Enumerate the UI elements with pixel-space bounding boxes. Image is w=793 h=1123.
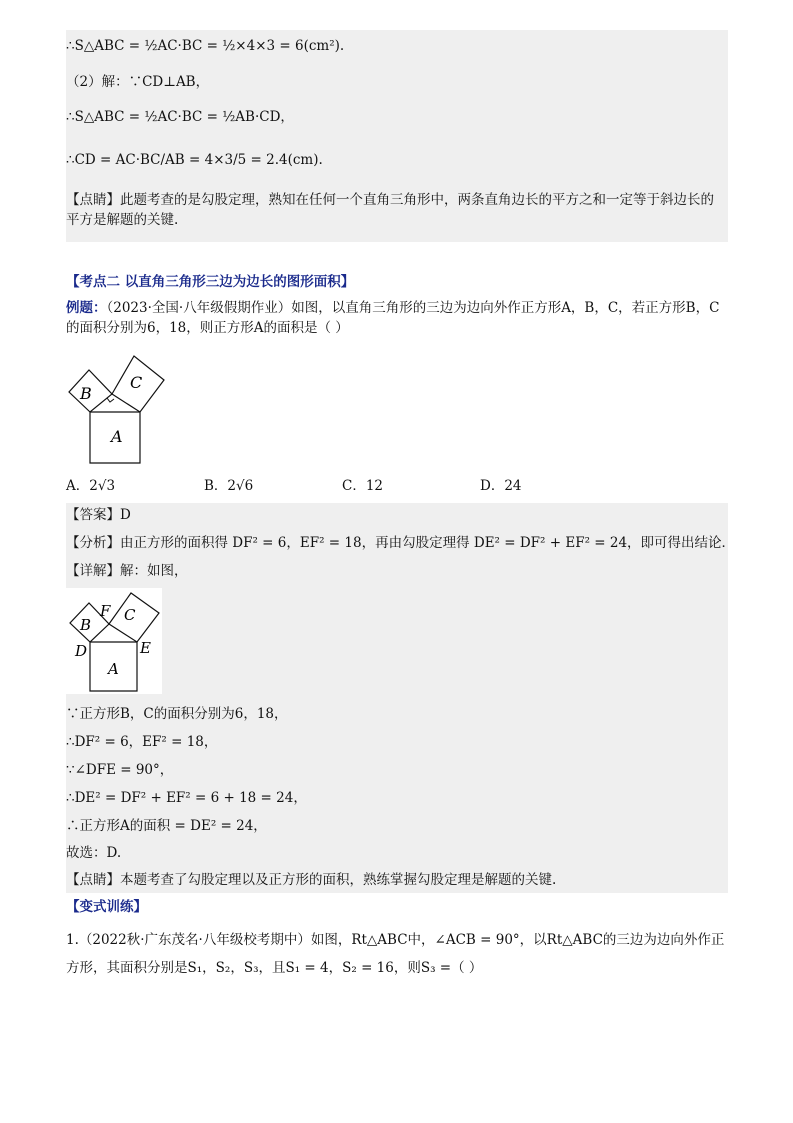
label-f: F: [100, 602, 111, 620]
practice-question-1: 1.（2022秋·广东茂名·八年级校考期中）如图，Rt△ABC中，∠ACB = 90°，以Rt△ABC的三边为边向外作正方形，其面积分别是S₁，S₂，S₃，且S₁ = 4，S₂ = 16，则S₃ =（ ）: [66, 932, 725, 976]
example-comment: 【点睛】本题考查了勾股定理以及正方形的面积，熟练掌握勾股定理是解题的关键.: [66, 872, 557, 888]
example-body: （2023·全国·八年级假期作业）如图，以直角三角形的三边为边向外作正方形A，B，C，若正方形B，C的面积分别为6，18，则正方形A的面积是（ ）: [66, 300, 720, 336]
example-label: 例题：: [66, 300, 107, 316]
labeled-squares-figure: [66, 588, 162, 694]
step-1: ∵正方形B，C的面积分别为6，18，: [66, 706, 288, 722]
option-c: C．12: [342, 478, 384, 494]
example-text: [66, 298, 726, 338]
label-a: A: [108, 660, 119, 678]
practice-heading: 【变式训练】: [66, 899, 147, 915]
step-4: ∴DE² = DF² + EF² = 6 + 18 = 24，: [66, 790, 307, 806]
solution-line-1: ∴S△ABC = ½AC·BC = ½×4×3 = 6(cm²).: [66, 38, 345, 54]
section-heading: 【考点二 以直角三角形三边为边长的图形面积】: [66, 274, 355, 290]
option-d: D．24: [480, 478, 522, 494]
solution-line-4: ∴CD = AC·BC/AB = 4×3/5 = 2.4(cm).: [66, 152, 323, 168]
answer-line: 【答案】D: [66, 507, 131, 523]
label-a: A: [111, 427, 123, 446]
option-a: A．2√3: [66, 478, 116, 494]
squares-figure: [64, 350, 174, 468]
label-e: E: [140, 639, 151, 657]
step-2: ∴DF² = 6，EF² = 18，: [66, 734, 218, 750]
step-5: ∴正方形A的面积 = DE² = 24，: [66, 818, 267, 834]
solution-line-2: （2）解：∵CD⊥AB，: [66, 74, 210, 90]
step-6: 故选：D.: [66, 845, 122, 861]
detail-head: 【详解】解：如图，: [66, 563, 188, 579]
analysis-line: 【分析】由正方形的面积得 DF² = 6，EF² = 18，再由勾股定理得 DE² = DF² + EF² = 24，即可得出结论．: [66, 535, 736, 551]
label-c: C: [130, 373, 143, 392]
right-angle-mark: [107, 398, 114, 402]
label-b: B: [80, 384, 92, 403]
solution-comment: 【点睛】此题考查的是勾股定理，熟知在任何一个直角三角形中，两条直角边长的平方之和一定等于斜边长的平方是解题的关键.: [66, 192, 714, 228]
label-d: D: [75, 642, 88, 660]
label-c: C: [124, 606, 136, 624]
option-b: B．2√6: [204, 478, 254, 494]
label-b: B: [80, 616, 92, 634]
step-3: ∵∠DFE = 90°，: [66, 762, 174, 778]
solution-line-3: ∴S△ABC = ½AC·BC = ½AB·CD，: [66, 109, 294, 125]
